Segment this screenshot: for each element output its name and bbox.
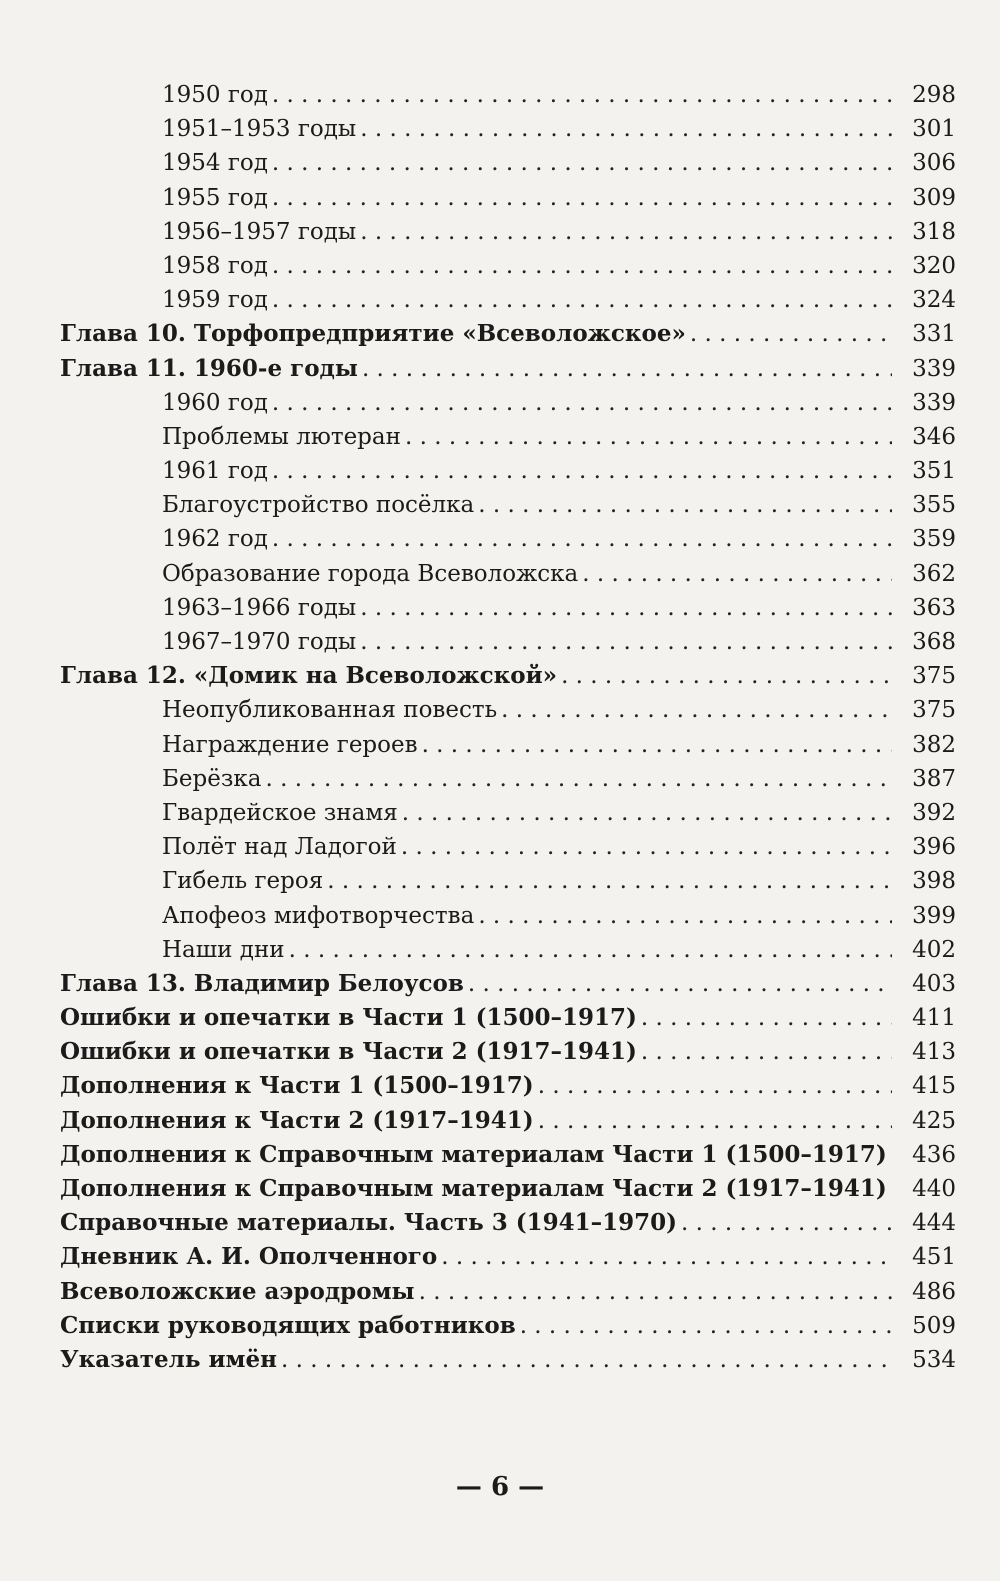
dot-leader	[478, 899, 892, 933]
toc-entry-page: 298	[912, 82, 956, 108]
toc-entry-title: 1954 год	[162, 150, 268, 177]
toc-entry-title: 1961 год	[162, 458, 268, 485]
dot-leader	[265, 762, 892, 796]
dot-leader	[478, 488, 892, 522]
toc-entry-page: 509	[912, 1312, 956, 1339]
toc-entry	[60, 352, 956, 386]
toc-section-row	[0, 249, 1000, 283]
toc-entry	[60, 317, 956, 351]
toc-entry-title: 1967–1970 годы	[162, 629, 357, 655]
toc-chapter-row	[0, 1275, 1000, 1309]
toc-entry-page: 382	[912, 731, 956, 758]
toc-section-row	[0, 181, 1000, 215]
toc-entry-title: 1959 год	[162, 287, 268, 314]
toc-section-row	[0, 728, 1000, 762]
toc-chapter-row	[0, 1343, 1000, 1377]
toc-entry	[60, 1309, 956, 1343]
dot-leader	[402, 796, 892, 830]
toc-entry-page: 339	[912, 389, 956, 416]
toc-entry-page: 411	[912, 1005, 956, 1032]
toc-entry-page: 399	[912, 902, 956, 929]
toc-entry-page: 403	[912, 970, 956, 997]
toc-entry	[162, 78, 956, 112]
toc-section-row	[0, 762, 1000, 796]
toc-entry	[60, 1172, 956, 1206]
toc-entry	[60, 1104, 956, 1138]
toc-entry	[162, 146, 956, 180]
toc-entry-title: Дополнения к Справочным материалам Части 2 (1917–1941)	[60, 1175, 887, 1202]
toc-section-row	[0, 796, 1000, 830]
table-of-contents	[0, 78, 1000, 1377]
dot-leader	[468, 967, 892, 1001]
dot-leader	[419, 1275, 892, 1309]
toc-entry	[60, 1035, 956, 1069]
toc-entry-page: 331	[912, 321, 956, 348]
dot-leader	[641, 1001, 892, 1035]
toc-chapter-row	[0, 1172, 1000, 1206]
toc-entry-page: 362	[912, 560, 956, 587]
dot-leader	[641, 1035, 892, 1069]
toc-entry-title: Справочные материалы. Часть 3 (1941–1970)	[60, 1209, 677, 1237]
toc-entry-page: 425	[912, 1107, 956, 1134]
toc-section-row	[0, 386, 1000, 420]
toc-entry	[162, 215, 956, 249]
dot-leader	[538, 1104, 892, 1138]
toc-chapter-row	[0, 1240, 1000, 1274]
toc-section-row	[0, 933, 1000, 967]
toc-entry-title: Дополнения к Части 2 (1917–1941)	[60, 1106, 534, 1134]
dot-leader	[520, 1309, 892, 1343]
toc-entry-title: 1960 год	[162, 389, 268, 416]
toc-chapter-row	[0, 967, 1000, 1001]
toc-entry-title: Ошибки и опечатки в Части 1 (1500–1917)	[60, 1004, 637, 1032]
toc-entry-page: 339	[912, 355, 956, 382]
toc-chapter-row	[0, 1069, 1000, 1103]
toc-entry-page: 318	[912, 218, 956, 245]
dot-leader	[405, 420, 892, 454]
toc-section-row	[0, 830, 1000, 864]
toc-entry-title: Глава 12. «Домик на Всеволожской»	[60, 662, 558, 690]
toc-chapter-row	[0, 1138, 1000, 1172]
toc-entry	[60, 1343, 956, 1377]
toc-entry-page: 309	[912, 184, 956, 211]
toc-entry	[60, 1206, 956, 1240]
toc-section-row	[0, 899, 1000, 933]
toc-chapter-row	[0, 1309, 1000, 1343]
toc-entry-page: 486	[912, 1278, 956, 1305]
toc-section-row	[0, 693, 1000, 727]
dot-leader	[272, 522, 892, 556]
toc-entry	[162, 454, 956, 488]
toc-entry-title: Полёт над Ладогой	[162, 834, 397, 861]
toc-chapter-row	[0, 1206, 1000, 1240]
toc-entry-page: 368	[912, 629, 956, 655]
toc-section-row	[0, 864, 1000, 898]
toc-entry-title: Глава 13. Владимир Белоусов	[60, 969, 464, 997]
dot-leader	[281, 1343, 892, 1377]
toc-chapter-row	[0, 317, 1000, 351]
toc-entry	[162, 249, 956, 283]
toc-entry	[162, 420, 956, 454]
toc-entry	[162, 933, 956, 967]
toc-entry	[60, 1275, 956, 1309]
toc-entry	[162, 591, 956, 625]
toc-entry	[162, 181, 956, 215]
toc-entry-title: Гибель героя	[162, 868, 324, 895]
toc-entry	[162, 830, 956, 864]
dot-leader	[272, 249, 892, 283]
toc-entry	[162, 557, 956, 591]
toc-entry-page: 415	[912, 1073, 956, 1100]
toc-entry	[60, 967, 956, 1001]
toc-entry-title: Глава 11. 1960-е годы	[60, 354, 358, 382]
toc-entry-title: Списки руководящих работников	[60, 1311, 516, 1339]
toc-section-row	[0, 557, 1000, 591]
toc-entry-page: 444	[912, 1210, 956, 1237]
dot-leader	[422, 728, 892, 762]
toc-entry-title: Образование города Всеволожска	[162, 560, 579, 587]
dot-leader	[289, 933, 892, 967]
toc-section-row	[0, 488, 1000, 522]
toc-entry-title: Проблемы лютеран	[162, 423, 401, 450]
dot-leader	[272, 386, 892, 420]
toc-entry-page: 413	[912, 1039, 956, 1066]
toc-entry-page: 387	[912, 765, 956, 792]
toc-entry-title: Ошибки и опечатки в Части 2 (1917–1941)	[60, 1038, 637, 1066]
toc-entry	[60, 1138, 956, 1172]
toc-entry	[60, 1240, 956, 1274]
dot-leader	[360, 215, 892, 249]
toc-entry-title: Дополнения к Справочным материалам Части 1 (1500–1917)	[60, 1140, 887, 1168]
dot-leader	[582, 557, 892, 591]
dot-leader	[690, 317, 892, 351]
toc-entry-title: Всеволожские аэродромы	[60, 1277, 415, 1305]
dot-leader	[360, 625, 892, 659]
page-number: — 6 —	[455, 1472, 545, 1502]
toc-entry-title: Неопубликованная повесть	[162, 697, 498, 724]
toc-entry	[60, 1069, 956, 1103]
toc-entry-page: 363	[912, 594, 956, 621]
toc-entry	[162, 488, 956, 522]
toc-entry-title: Благоустройство посёлка	[162, 492, 475, 519]
dot-leader	[681, 1206, 892, 1240]
toc-chapter-row	[0, 1035, 1000, 1069]
dot-leader	[272, 181, 892, 215]
dot-leader	[360, 112, 892, 146]
toc-section-row	[0, 454, 1000, 488]
toc-entry-page: 324	[912, 287, 956, 314]
toc-entry	[162, 283, 956, 317]
dot-leader	[327, 864, 892, 898]
toc-entry-page: 402	[912, 936, 956, 963]
toc-entry	[162, 864, 956, 898]
toc-entry-page: 320	[912, 252, 956, 279]
toc-entry-title: Наши дни	[162, 936, 285, 963]
toc-section-row	[0, 78, 1000, 112]
toc-section-row	[0, 112, 1000, 146]
toc-section-row	[0, 591, 1000, 625]
toc-entry-title: Дневник А. И. Ополченного	[60, 1243, 438, 1271]
toc-entry-title: Глава 10. Торфопредприятие «Всеволожское»	[60, 320, 686, 348]
toc-entry-page: 306	[912, 150, 956, 177]
dot-leader	[360, 591, 892, 625]
toc-chapter-row	[0, 1001, 1000, 1035]
dot-leader	[272, 146, 892, 180]
toc-entry	[162, 522, 956, 556]
toc-entry-page: 375	[912, 663, 956, 690]
toc-chapter-row	[0, 352, 1000, 386]
toc-entry-title: 1963–1966 годы	[162, 594, 357, 621]
toc-entry-title: Гвардейское знамя	[162, 799, 398, 826]
toc-entry-page: 398	[912, 868, 956, 895]
toc-entry	[162, 796, 956, 830]
toc-entry-page: 359	[912, 526, 956, 553]
toc-entry	[162, 899, 956, 933]
toc-section-row	[0, 215, 1000, 249]
toc-entry-page: 301	[912, 116, 956, 143]
toc-entry-page: 351	[912, 458, 956, 485]
toc-section-row	[0, 146, 1000, 180]
toc-entry-page: 392	[912, 799, 956, 826]
toc-entry-title: Награждение героев	[162, 731, 418, 758]
toc-entry-title: Берёзка	[162, 765, 262, 792]
toc-entry-page: 534	[912, 1346, 956, 1373]
toc-entry-title: 1956–1957 годы	[162, 218, 357, 245]
toc-entry	[162, 693, 956, 727]
toc-section-row	[0, 522, 1000, 556]
toc-chapter-row	[0, 659, 1000, 693]
toc-entry	[162, 386, 956, 420]
toc-entry-page: 396	[912, 834, 956, 861]
toc-entry-page: 451	[912, 1244, 956, 1271]
toc-entry-title: 1955 год	[162, 184, 268, 211]
dot-leader	[441, 1240, 892, 1274]
toc-entry-page: 436	[912, 1141, 956, 1168]
toc-entry-page: 440	[912, 1176, 956, 1202]
dot-leader	[272, 454, 892, 488]
toc-entry	[162, 625, 956, 659]
dot-leader	[501, 693, 892, 727]
toc-entry-title: Дополнения к Части 1 (1500–1917)	[60, 1072, 534, 1100]
toc-entry-title: 1958 год	[162, 252, 268, 279]
toc-entry-title: Апофеоз мифотворчества	[162, 902, 475, 929]
toc-entry	[60, 1001, 956, 1035]
toc-entry-page: 375	[912, 697, 956, 724]
toc-section-row	[0, 420, 1000, 454]
toc-entry	[60, 659, 956, 693]
toc-entry	[162, 112, 956, 146]
toc-entry-title: 1950 год	[162, 82, 268, 108]
toc-entry-page: 355	[912, 492, 956, 519]
toc-entry-title: Указатель имён	[60, 1345, 277, 1373]
toc-chapter-row	[0, 1104, 1000, 1138]
toc-entry	[162, 762, 956, 796]
dot-leader	[272, 283, 892, 317]
toc-section-row	[0, 283, 1000, 317]
toc-entry	[162, 728, 956, 762]
dot-leader	[561, 659, 892, 693]
dot-leader	[362, 352, 892, 386]
dot-leader	[401, 830, 892, 864]
toc-entry-title: 1951–1953 годы	[162, 116, 357, 143]
dot-leader	[538, 1069, 892, 1103]
toc-section-row	[0, 625, 1000, 659]
toc-entry-page: 346	[912, 423, 956, 450]
dot-leader	[272, 78, 892, 112]
toc-entry-title: 1962 год	[162, 526, 268, 553]
